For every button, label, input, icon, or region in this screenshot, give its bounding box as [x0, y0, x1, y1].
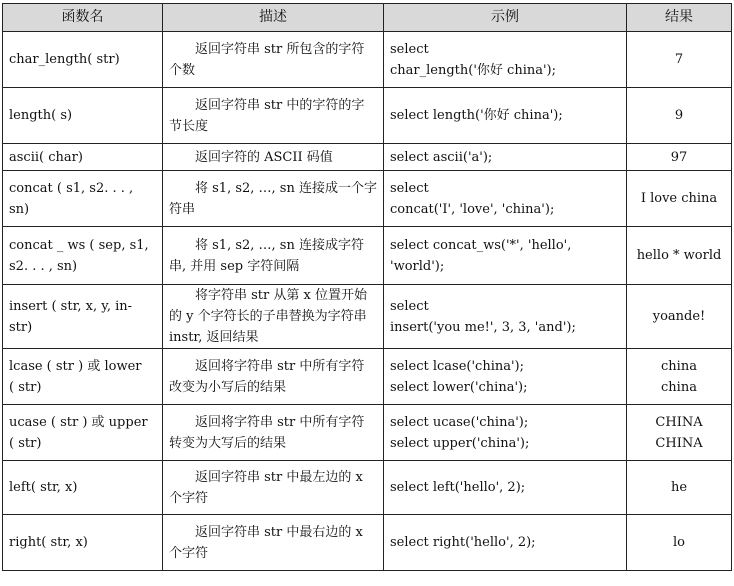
example-cell — [384, 88, 627, 144]
description-cell-text: 返回字符串 str 所包含的字符个数 — [169, 41, 365, 78]
header-result: 结果 — [627, 4, 732, 32]
result-cell-line: CHINA — [655, 435, 703, 451]
function-name-cell-line: sn) — [9, 201, 30, 217]
function-name-cell — [3, 285, 163, 349]
example-cell-line: insert('you me!', 3, 3, 'and'); — [390, 319, 576, 335]
description-cell-text: 返回将字符串 str 中所有字符改变为小写后的结果 — [169, 358, 365, 395]
description-cell-text: 返回字符串 str 中最左边的 x 个字符 — [169, 469, 363, 506]
example-cell-line: select length('你好 china'); — [390, 108, 563, 123]
result-cell — [627, 88, 732, 144]
example-cell-line: select lower('china'); — [390, 379, 528, 395]
function-name-cell-line: insert ( str, x, y, in- — [9, 298, 133, 314]
description-cell — [163, 405, 384, 461]
table-row — [3, 349, 732, 405]
description-cell — [163, 32, 384, 88]
example-cell-line: select ascii('a'); — [390, 149, 493, 165]
example-cell-line: select — [390, 41, 429, 57]
function-name-cell-line: concat _ ws ( sep, s1, — [9, 237, 149, 253]
table-row — [3, 32, 732, 88]
description-cell — [163, 171, 384, 227]
result-cell-line: china — [661, 358, 697, 374]
example-cell-line: 'world'); — [390, 258, 445, 274]
example-cell — [384, 171, 627, 227]
function-name-cell — [3, 171, 163, 227]
result-cell — [627, 349, 732, 405]
description-cell — [163, 144, 384, 171]
example-cell — [384, 461, 627, 515]
example-cell-line: select upper('china'); — [390, 435, 530, 451]
function-name-cell — [3, 349, 163, 405]
function-name-cell — [3, 227, 163, 285]
function-name-cell — [3, 144, 163, 171]
example-cell-line: select — [390, 298, 429, 314]
function-name-cell-line: ascii( char) — [9, 149, 83, 165]
result-cell-line: he — [670, 480, 688, 495]
description-cell — [163, 227, 384, 285]
function-name-cell-line: lcase ( str ) 或 lower — [9, 358, 142, 374]
description-cell-text: 将 s1, s2, …, sn 连接成字符串, 并用 sep 字符间隔 — [169, 237, 364, 274]
result-cell — [627, 515, 732, 571]
function-name-cell-line: s2. . . , sn) — [9, 258, 78, 274]
description-cell-text: 返回字符的 ASCII 码值 — [195, 149, 333, 165]
description-cell-text: 返回将字符串 str 中所有字符转变为大写后的结果 — [169, 414, 365, 451]
example-cell — [384, 405, 627, 461]
example-cell — [384, 285, 627, 349]
result-cell-line: 7 — [674, 52, 684, 67]
description-cell — [163, 88, 384, 144]
result-cell-line: china — [661, 379, 697, 395]
description-cell-text: 将字符串 str 从第 x 位置开始的 y 个字符长的子串替换为字符串 instr, 返回结果 — [169, 288, 367, 345]
example-cell — [384, 32, 627, 88]
table-row — [3, 405, 732, 461]
function-name-cell — [3, 461, 163, 515]
description-cell — [163, 461, 384, 515]
example-cell — [384, 144, 627, 171]
function-name-cell-line: ucase ( str ) 或 upper — [9, 414, 148, 430]
result-cell-line: I love china — [640, 191, 718, 206]
header-function-name: 函数名 — [3, 4, 163, 32]
result-cell-line: CHINA — [655, 414, 703, 430]
result-cell — [627, 405, 732, 461]
description-cell — [163, 285, 384, 349]
example-cell-line: concat('I', 'love', 'china'); — [390, 201, 555, 217]
function-name-cell-line: ( str) — [9, 435, 42, 451]
result-cell — [627, 144, 732, 171]
table-body — [3, 32, 732, 571]
description-cell-text: 返回字符串 str 中最右边的 x 个字符 — [169, 524, 363, 561]
header-example: 示例 — [384, 4, 627, 32]
function-name-cell-line: char_length( str) — [9, 52, 120, 67]
example-cell-line: select concat_ws('*', 'hello', — [390, 237, 572, 253]
result-cell-line: 9 — [674, 108, 684, 123]
description-cell — [163, 515, 384, 571]
example-cell-line: select ucase('china'); — [390, 414, 529, 430]
result-cell — [627, 227, 732, 285]
function-name-cell — [3, 515, 163, 571]
description-cell-text: 将 s1, s2, …, sn 连接成一个字符串 — [169, 180, 377, 217]
example-cell-line: select lcase('china'); — [390, 358, 525, 374]
result-cell-line: 97 — [670, 149, 688, 165]
description-cell — [163, 349, 384, 405]
result-cell — [627, 285, 732, 349]
table-row — [3, 285, 732, 349]
functions-table — [2, 3, 732, 571]
function-name-cell-line: length( s) — [9, 108, 73, 123]
header-description: 描述 — [163, 4, 384, 32]
result-cell-line: yoande! — [652, 309, 706, 324]
example-cell-line: select left('hello', 2); — [390, 480, 526, 495]
example-cell — [384, 515, 627, 571]
result-cell — [627, 461, 732, 515]
function-name-cell-line: right( str, x) — [9, 535, 88, 550]
function-name-cell-line: str) — [9, 319, 33, 335]
table-row — [3, 227, 732, 285]
result-cell-line: lo — [673, 535, 685, 550]
example-cell-line: select — [390, 180, 429, 196]
function-name-cell — [3, 405, 163, 461]
example-cell-line: char_length('你好 china'); — [390, 62, 556, 78]
function-name-cell-line: left( str, x) — [9, 480, 78, 495]
result-cell — [627, 32, 732, 88]
example-cell-line: select right('hello', 2); — [390, 535, 536, 550]
table-row — [3, 88, 732, 144]
table-row — [3, 515, 732, 571]
function-name-cell-line: ( str) — [9, 379, 42, 395]
example-cell — [384, 227, 627, 285]
table-row — [3, 461, 732, 515]
description-cell-text: 返回字符串 str 中的字符的字节长度 — [169, 97, 365, 134]
example-cell — [384, 349, 627, 405]
table-row — [3, 171, 732, 227]
function-name-cell-line: concat ( s1, s2. . . , — [9, 180, 134, 196]
function-name-cell — [3, 32, 163, 88]
result-cell-line: hello * world — [636, 248, 722, 263]
result-cell — [627, 171, 732, 227]
table-row — [3, 144, 732, 171]
function-name-cell — [3, 88, 163, 144]
table-header — [3, 4, 732, 32]
